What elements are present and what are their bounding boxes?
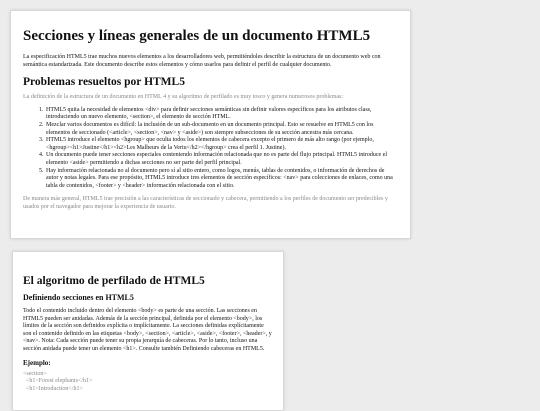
list-item: 1. HTML5 quita la necesidad de elementos <div> para definir secciones semánticas sin definir valores específicos para los atributos class, introduciendo un nuevo elemento, <section>, el elemento de sección HTML. [45, 107, 398, 122]
subsection-heading-defining: Definiendo secciones en HTML5 [23, 293, 134, 302]
page-title: Secciones y líneas generales de un documento HTML5 [23, 28, 371, 44]
section-heading-problems: Problemas resueltos por HTML5 [23, 76, 185, 89]
intro-paragraph: La especificación HTML5 trae muchos nuevos elementos a los desarrolladores web, permitiéndoles describir la estructura de un documento web con semántica estandarizada. Este documento describe estos elementos y cómo usarlos para definir el perfil de cualquier documento. [23, 54, 381, 68]
list-item: 2. Mezclar varios documentos es difícil: la inclusión de un sub-documento en un documento principal. Esto se resuelve en HTML5 con los elementos de seccionado (<article>, <section>, <nav> y <aside>) son siempre subsecciones de su sección ancestra más cercana. [45, 122, 398, 137]
problems-list [23, 107, 398, 191]
example-label: Ejemplo: [23, 358, 51, 367]
list-item: 4. Un documento puede tener secciones especiales conteniendo información relacionada que no es parte del flujo principal. HTML5 introduce el elemento <aside> permitiendo a dichas secciones no ser parte del perfil principal. [45, 152, 398, 167]
defining-paragraph: Todo el contenido incluido dentro del elemento <body> es parte de una sección. Las secciones en HTML5 pueden ser anidadas. Además de la sección principal, definida por el elemento <body>, los límites de la sección son definidos explícita o implícitamente. La secciones definidas explícitamente son el contenido definido en las etiquetas <body>, <section>, <article>, <aside>, <footer>, <header>, y <nav>. Nota: Cada sección puede tener su propia jerarquía de cabeceras. Por lo tanto, incluso una sección anidada puede tener un elemento <h1>. Consulte también Definiendo cabeceras en HTML5. [23, 308, 272, 352]
closing-paragraph: De manera más general, HTML5 trae precisión a las características de seccionado y cabecera, permitiendo a los perfiles de documento ser predecibles y usados por el navegador para mejorar la experiencia de usuario. [23, 196, 388, 210]
section-title-algorithm: El algoritmo de perfilado de HTML5 [23, 275, 205, 287]
article-card-algorithm [12, 251, 284, 411]
code-example: <section> <h1>Forest elephants</h1> <h1>Introduction</h1> [23, 370, 93, 392]
list-item: 3. HTML5 introduce el elemento <hgroup> que oculta todos los elementos de cabecera excepto el primero de más alto rango (por ejemplo, <hgroup><h1>Justine</h1><h2>Les Malheurs de la Vertu</h2></hgroup> crea el perfil 1. Justine). [45, 137, 398, 152]
problems-intro: La definición de la estructura de un documento en HTML 4 y su algoritmo de perfilado es muy tosco y genera numerosos problemas: [23, 94, 344, 101]
list-item: 5. Hay información relacionada no al documento pero sí al sitio entero, como logos, menús, tablas de contenidos, o información de derechos de autor y notas legales. Para ese propósito, HTML5 introduce tres elementos de sección específicos: <nav> para colecciones de enlaces, como una tabla de contenidos, <footer> y <header> información relacionada con el sitio. [45, 168, 398, 191]
article-card-outline [10, 10, 411, 239]
